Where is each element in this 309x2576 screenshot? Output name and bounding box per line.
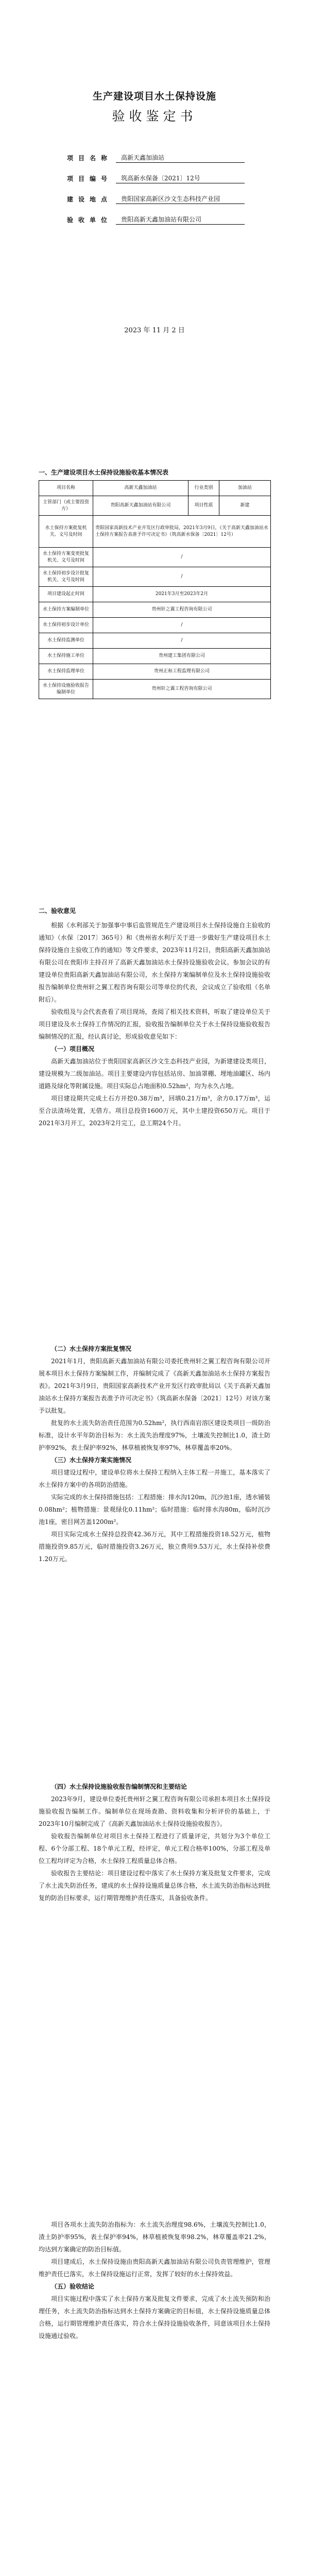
field-value: 筑高新水保备〔2021〕12号 [116,173,245,183]
field-label: 验收单位 [67,216,107,224]
paragraph: 项目实施过程中落实了水土保持方案及批复文件要求，完成了水土流失预防和治理任务，水土流失防治指标达到水土保持方案确定的目标值，水土保持设施质量总体合格，运行期管理维护责任落实，符合水土保持设施验收条件，同意该项目水土保持设施通过验收。 [39,2295,270,2340]
opinion-text [39,1343,270,1565]
cell-label: 项目名称 [39,481,93,496]
opinion-text [39,1781,270,1904]
subsection-heading: （三）水土保持方案实施情况 [51,1456,132,1464]
cell-value: 加油站 [219,481,271,496]
cell-label: 项目建设起止时间 [39,587,93,602]
cell-label: 水土保持设施验收报告编制单位 [39,680,93,699]
cell-value: 新建 [219,496,271,516]
cell-label: 水土保持监理单位 [39,664,93,680]
paragraph: 2021年1月，贵阳高新天鑫加油站有限公司委托贵州轩之翼工程咨询有限公司开展本项目水土保持方案编制工作，并编制完成了《高新天鑫加油站水土保持方案报告表》。2021年3月9日，贵阳国家高新技术产业开发区行政审批局以《关于高新天鑫加油站水土保持方案报告表准予许可决定书》（筑高新水保备〔2021〕12号）对该方案予以批复。 [39,1358,270,1414]
subsection-heading: （一）项目概况 [51,1045,95,1053]
subsection-heading: （五）验收结论 [51,2283,95,2290]
cell-label: 水土保持方案变更批复机关、文号及时间 [39,548,93,567]
cell-value: / [93,567,271,587]
cell-value: 贵州轩之翼工程咨询有限公司 [93,680,271,699]
cover-title: 生产建设项目水土保持设施 [92,91,216,102]
cell-value: 贵州轩之翼工程咨询有限公司 [93,602,271,618]
subsection-heading: （四）水土保持设施验收报告编制情况和主要结论 [51,1783,187,1790]
paragraph: 实际完成的水土保持措施包括：工程措施：排水沟120m，沉沙池1座，透水铺装0.08hm²；植物措施：景观绿化0.11hm²；临时措施：临时排水沟80m，临时沉沙池1座，密目网苫盖1200m²。 [39,1494,270,1526]
table-row [39,496,271,516]
table-row [39,680,271,699]
field-value: 贵阳高新天鑫加油站有限公司 [116,214,245,225]
basic-info-page [0,438,309,875]
paragraph: 高新天鑫加油站位于贵阳国家高新区沙文生态科技产业园，为新建建设类项目，建设规模为二级加油站。项目主要建设内容包括站房、加油罩棚、埋地油罐区、场内道路及绿化等附属设施。项目实际总占地面积0.52hm²，均为永久占地。 [39,1058,270,1090]
cell-value: 2021年3月至2023年2月 [93,587,271,602]
cover-subtitle: 验收鉴定书 [112,109,197,124]
cell-value: 贵阳高新天鑫加油站有限公司 [93,496,188,516]
table-row [39,567,271,587]
paragraph: 验收报告编制单位对项目水土保持工程进行了质量评定，共划分为3个单位工程、6个分部工程、18个单元工程，经评定，单元工程合格率100%，分部工程及单位工程均评定为合格，水土保持工程质量总体合格。 [39,1833,270,1865]
table-row [39,618,271,633]
cell-label: 主管部门（或主要投资方） [39,496,93,516]
cover-page [0,0,309,437]
table-heading: 一、生产建设项目水土保持设施验收基本情况表 [39,469,169,476]
cell-label: 水土保持初步设计批复机关、文号及时间 [39,567,93,587]
cover-field-location [67,194,245,205]
opinion-text [39,905,270,1129]
cover-field-project-number [67,173,245,184]
paragraph: 项目建成后，水土保持设施由贵阳高新天鑫加油站有限公司负责管理维护，管理维护责任已落实，水土保持设施运行正常，发挥了较好的水土保持效益。 [39,2258,270,2278]
paragraph: 验收组及与会代表查看了项目现场，查阅了相关技术资料，听取了建设单位关于项目建设及水土保持工作情况的汇报，验收报告编制单位关于水土保持设施验收报告编制情况的汇报，经认真讨论，形成验收意见如下： [39,1008,270,1040]
paragraph: 项目建设期共完成土石方开挖0.38万m³，回填0.21万m³，余方0.17万m³，运至合法渣场处置，无借方。项目总投资1600万元，其中土建投资650万元。项目于2021年3月开工，2023年2月完工，总工期24个月。 [39,1095,270,1127]
paragraph: 项目各项水土流失防治指标为：水土流失治理度98.6%，土壤流失控制比1.0，渣土防护率95%，表土保护率94%，林草植被恢复率98.2%，林草覆盖率21.2%，均达到方案确定的防治目标值。 [39,2221,270,2253]
table-row [39,587,271,602]
basic-info-table [39,480,271,699]
cell-value: 贵阳国家高新技术产业开发区行政审批局，2021年3月9日，《关于高新天鑫加油站水土保持方案报告表准予许可决定书》（筑高新水保备〔2021〕12号） [93,516,271,548]
opinion-page-2 [0,1314,309,1751]
table-row [39,602,271,618]
paragraph: 项目实际完成水土保持总投资42.36万元，其中工程措施投资18.52万元，植物措施投资9.85万元，临时措施投资3.26万元，独立费用9.53万元，水土保持补偿费1.20万元。 [39,1531,270,1563]
paragraph: 批复的水土流失防治责任范围为0.52hm²，执行西南岩溶区建设类项目一级防治标准，设计水平年防治目标为：水土流失治理度97%，土壤流失控制比1.0，渣土防护率92%，表土保护率92%，林草植被恢复率97%，林草覆盖率20%。 [39,1419,270,1451]
cell-label: 项目性质 [188,496,219,516]
subsection-heading: （二）水土保持方案批复情况 [51,1345,132,1352]
paragraph: 项目建设过程中，建设单位将水土保持工程纳入主体工程一并施工，基本落实了水土保持方案中的各项防治措施。 [39,1469,270,1488]
paragraph: 2023年9月，建设单位委托贵州轩之翼工程咨询有限公司承担本项目水土保持设施验收报告编制工作。编制单位在现场查勘、资料收集和分析评价的基础上，于2023年10月编制完成了《高新天鑫加油站水土保持设施验收报告》。 [39,1795,270,1827]
field-value: 贵阳国家高新区沙文生态科技产业园 [116,194,245,204]
table-row [39,481,271,496]
cell-label: 行业类别 [188,481,219,496]
field-value: 高新天鑫加油站 [116,152,245,163]
cell-value: 贵州建工集团有限公司 [93,649,271,664]
opinion-text [39,2218,270,2342]
cell-value: / [93,633,271,649]
cell-value: 贵州正和工程监理有限公司 [93,664,271,680]
cover-field-acceptance-unit [67,214,245,226]
paragraph: 验收报告主要结论：项目建设过程中落实了水土保持方案及批复文件要求，完成了水土流失防治任务，建成的水土保持设施质量总体合格，水土流失防治指标达到批复的防治目标要求，运行期管理维护责任落实，具备验收条件。 [39,1870,270,1902]
opinion-page-1 [0,876,309,1313]
table-row [39,516,271,548]
cell-value: / [93,548,271,567]
cover-field-project-name [67,152,245,164]
section-heading: 二、验收意见 [39,907,76,914]
table-row [39,633,271,649]
opinion-page-3 [0,1752,309,2189]
cell-label: 水土保持监测单位 [39,633,93,649]
cover-date: 2023 年 11 月 2 日 [124,327,185,334]
field-label: 建设地点 [67,196,107,203]
cell-value: 高新天鑫加油站 [93,481,188,496]
table-row [39,649,271,664]
field-label: 项目名称 [67,155,107,162]
paragraph: 根据《水利部关于加强事中事后监管规范生产建设项目水土保持设施自主验收的通知》（水保〔2017〕365号）和《贵州省水利厅关于进一步做好生产建设项目水土保持设施自主验收工作的通知》等文件要求，2023年11月2日，贵阳高新天鑫加油站有限公司在贵阳市主持召开了高新天鑫加油站水土保持设施验收会议。参加会议的有建设单位贵阳高新天鑫加油站有限公司，水土保持方案编制单位及水土保持设施验收报告编制单位贵州轩之翼工程咨询有限公司等单位的代表，会议成立了验收组（名单附后）。 [39,922,270,1003]
cell-label: 水土保持方案批复机关、文号及时间 [39,516,93,548]
field-label: 项目编号 [67,175,107,182]
cell-value: / [93,618,271,633]
table-row [39,548,271,567]
cell-label: 水土保持方案编制单位 [39,602,93,618]
cell-label: 水土保持初步设计单位 [39,618,93,633]
opinion-page-4 [0,2190,309,2576]
cell-label: 水土保持施工单位 [39,649,93,664]
table-row [39,664,271,680]
